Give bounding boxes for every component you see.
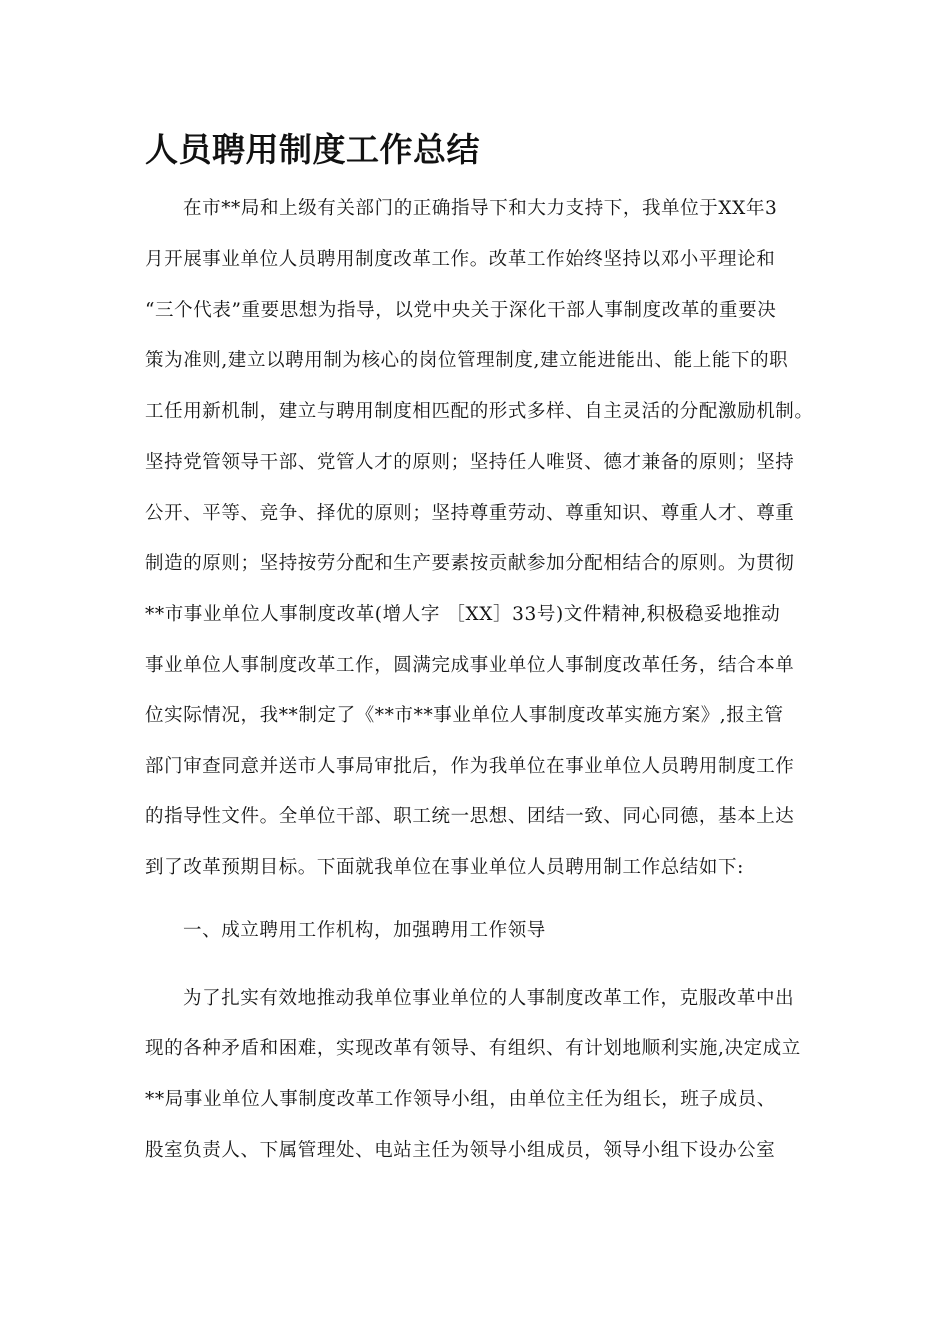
paragraph-line: 股室负责人、下属管理处、电站主任为领导小组成员，领导小组下设办公室 (145, 1140, 776, 1161)
document-title: 人员聘用制度工作总结 (145, 130, 480, 169)
paragraph-line: “三个代表”重要思想为指导，以党中央关于深化干部人事制度改革的重要决 (145, 300, 777, 321)
paragraph-line: 公开、平等、竞争、择优的原则；坚持尊重劳动、尊重知识、尊重人才、尊重 (145, 503, 795, 524)
paragraph-line: 现的各种矛盾和困难，实现改革有领导、有组织、有计划地顺利实施,决定成立 (145, 1038, 801, 1059)
paragraph-line: **市事业单位人事制度改革(增人字 ［XX］33号)文件精神,积极稳妥地推动 (145, 604, 781, 625)
paragraph-line: 到了改革预期目标。下面就我单位在事业单位人员聘用制工作总结如下: (145, 857, 744, 878)
paragraph-line: 位实际情况，我**制定了《**市**事业单位人事制度改革实施方案》,报主管 (145, 705, 784, 726)
paragraph-line: 月开展事业单位人员聘用制度改革工作。改革工作始终坚持以邓小平理论和 (145, 249, 776, 270)
section-heading: 一、成立聘用工作机构，加强聘用工作领导 (183, 920, 546, 941)
paragraph-line: 为了扎实有效地推动我单位事业单位的人事制度改革工作，克服改革中出 (183, 988, 795, 1009)
paragraph-line: 制造的原则；坚持按劳分配和生产要素按贡献参加分配相结合的原则。为贯彻 (145, 553, 795, 574)
paragraph-line: 坚持党管领导干部、党管人才的原则；坚持任人唯贤、德才兼备的原则；坚持 (145, 452, 795, 473)
paragraph-line: 在市**局和上级有关部门的正确指导下和大力支持下，我单位于XX年3 (183, 198, 778, 219)
paragraph-line: 策为准则,建立以聘用制为核心的岗位管理制度,建立能进能出、能上能下的职 (145, 350, 789, 371)
paragraph-line: 工任用新机制，建立与聘用制度相匹配的形式多样、自主灵活的分配激励机制。 (145, 401, 814, 422)
paragraph-line: 事业单位人事制度改革工作，圆满完成事业单位人事制度改革任务，结合本单 (145, 655, 795, 676)
paragraph-line: **局事业单位人事制度改革工作领导小组，由单位主任为组长，班子成员、 (145, 1089, 776, 1110)
paragraph-line: 的指导性文件。全单位干部、职工统一思想、团结一致、同心同德，基本上达 (145, 806, 795, 827)
paragraph-line: 部门审查同意并送市人事局审批后，作为我单位在事业单位人员聘用制度工作 (145, 756, 795, 777)
